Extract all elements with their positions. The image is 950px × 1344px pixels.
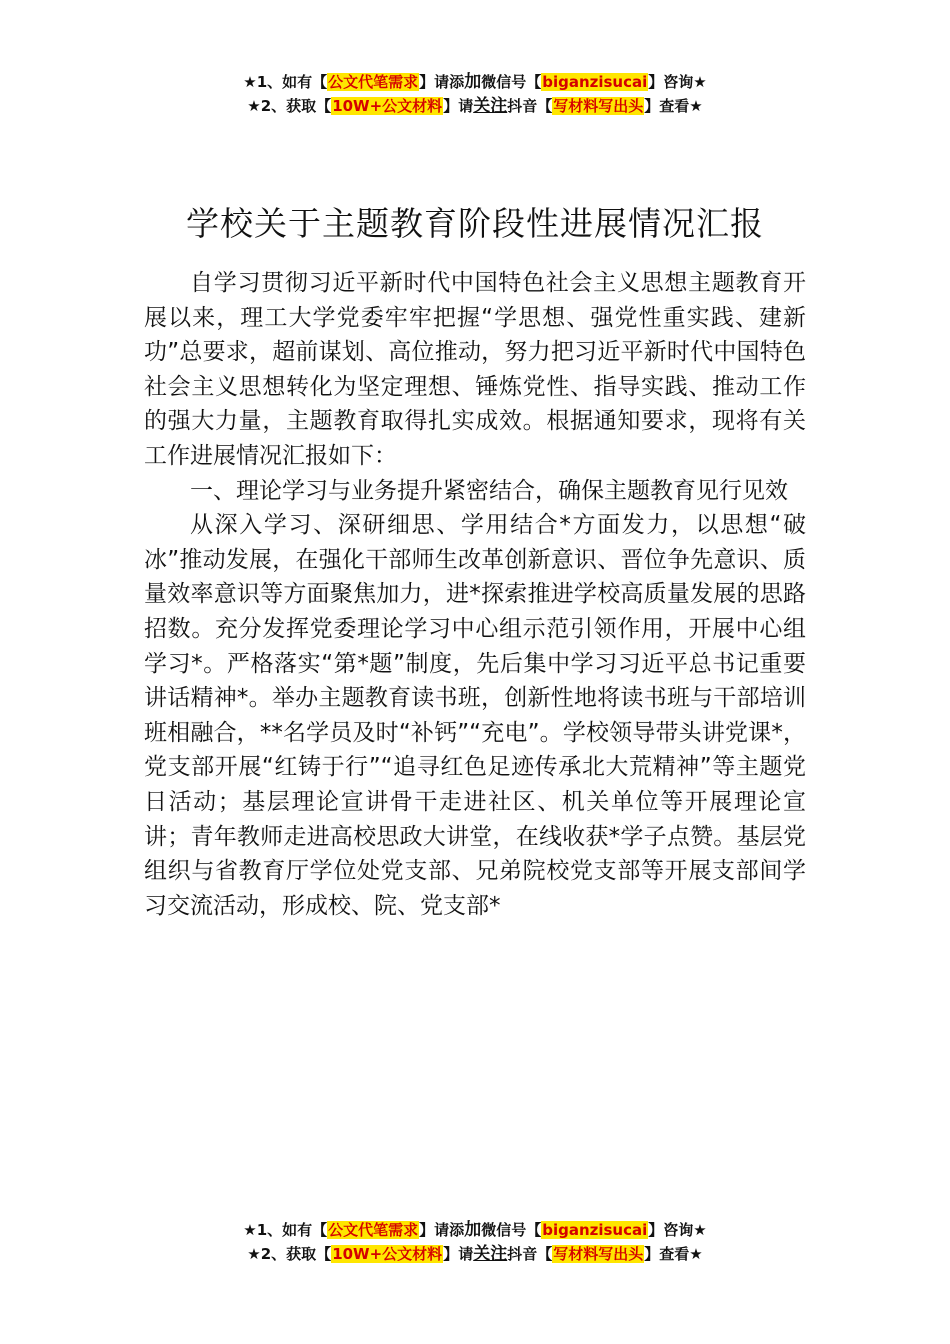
document-title: 学校关于主题教育阶段性进展情况汇报 bbox=[186, 204, 764, 244]
section-heading-1: 一、理论学习与业务提升紧密结合，确保主题教育见行见效 bbox=[190, 477, 788, 504]
banner-line-1 bbox=[0, 70, 950, 94]
banner-text: ★2、获取【 bbox=[247, 97, 332, 115]
paragraph-section-1: 从深入学习、深研细思、学用结合*方面发力，以思想“破冰”推动发展，在强化干部师生改革创新意识、晋位争先意识、质量效率意识等方面聚焦加力，进*探索推进学校高质量发展的思路招数。充分发挥党委理论学习中心组示范引领作用，开展中心组学习*。严格落实“第*题”制度，先后集中学习习近平总书记重要讲话精神*。举办主题教育读书班，创新性地将读书班与干部培训班相融合，**名学员及时“补钙”“充电”。学校领导带头讲党课*，党支部开展“红铸于行”“追寻红色足迹传承北大荒精神”等主题党日活动；基层理论宣讲骨干走进社区、机关单位等开展理论宣讲；青年教师走进高校思政大讲堂，在线收获*学子点赞。基层党组织与省教育厅学位处党支部、兄弟院校党支部等开展支部间学习交流活动，形成校、院、党支部* bbox=[144, 512, 806, 919]
banner-text: 】请 bbox=[443, 1245, 474, 1263]
banner-highlight-materials: 10W+公文材料 bbox=[332, 97, 443, 115]
banner-highlight-wechat-id: biganzisucai bbox=[542, 73, 648, 91]
banner-text: ★2、获取【 bbox=[247, 1245, 332, 1263]
header-banner bbox=[0, 70, 950, 118]
banner-highlight-douyin: 写材料写出头 bbox=[553, 1245, 644, 1263]
banner-text: 】咨询★ bbox=[648, 73, 707, 91]
banner-highlight-service: 公文代笔需求 bbox=[328, 1221, 419, 1239]
footer-banner bbox=[0, 1218, 950, 1266]
banner-line-2 bbox=[0, 1242, 950, 1266]
banner-line-1 bbox=[0, 1218, 950, 1242]
banner-text: 】查看★ bbox=[644, 1245, 703, 1263]
document-body bbox=[144, 266, 806, 923]
banner-text: 关注 bbox=[473, 96, 508, 116]
banner-text: 微信号【 bbox=[481, 1221, 542, 1239]
banner-text: ★1、如有【 bbox=[243, 1221, 328, 1239]
banner-text: 抖音【 bbox=[507, 97, 553, 115]
paragraph-intro: 自学习贯彻习近平新时代中国特色社会主义思想主题教育开展以来，理工大学党委牢牢把握“学思想、强党性重实践、建新功”总要求，超前谋划、高位推动，努力把习近平新时代中国特色社会主义思想转化为坚定理想、锤炼党性、指导实践、推动工作的强大力量，主题教育取得扎实成效。根据通知要求，现将有关工作进展情况汇报如下： bbox=[144, 270, 806, 469]
banner-text: 抖音【 bbox=[507, 1245, 553, 1263]
banner-line-2 bbox=[0, 94, 950, 118]
banner-text: 】请添 bbox=[419, 1221, 465, 1239]
banner-text: 加 bbox=[464, 1220, 482, 1240]
banner-text: 】请 bbox=[443, 97, 474, 115]
banner-highlight-materials: 10W+公文材料 bbox=[332, 1245, 443, 1263]
banner-text: ★1、如有【 bbox=[243, 73, 328, 91]
banner-highlight-service: 公文代笔需求 bbox=[328, 73, 419, 91]
banner-text: 加 bbox=[464, 72, 482, 92]
banner-text: 】咨询★ bbox=[648, 1221, 707, 1239]
banner-highlight-douyin: 写材料写出头 bbox=[553, 97, 644, 115]
banner-text: 关注 bbox=[473, 1244, 508, 1264]
banner-text: 微信号【 bbox=[481, 73, 542, 91]
banner-text: 】查看★ bbox=[644, 97, 703, 115]
banner-text: 】请添 bbox=[419, 73, 465, 91]
banner-highlight-wechat-id: biganzisucai bbox=[542, 1221, 648, 1239]
